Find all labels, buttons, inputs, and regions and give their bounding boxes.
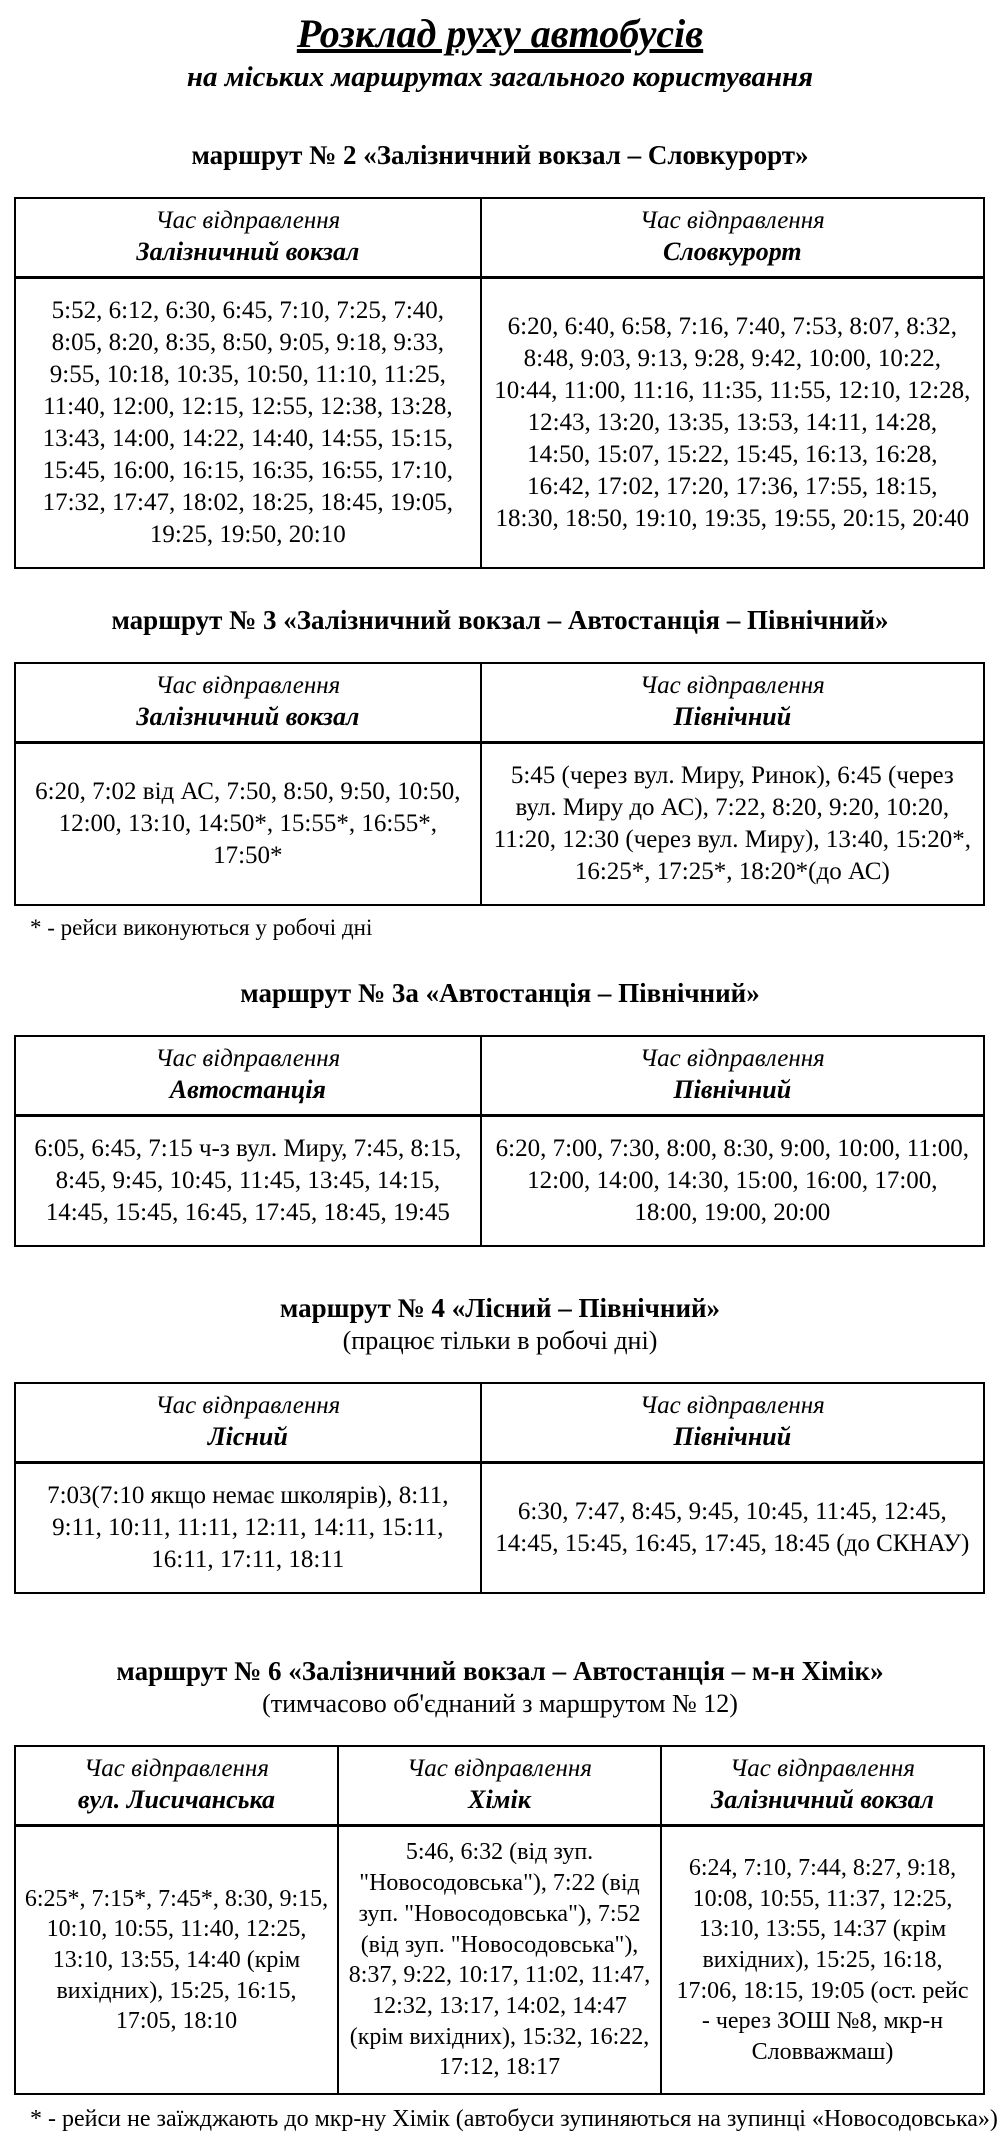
route-3-header-row bbox=[15, 663, 984, 743]
route-3-heading: маршрут № 3 «Залізничний вокзал – Автостанція – Північний» bbox=[111, 605, 889, 636]
times-cell: 6:20, 7:02 від АС, 7:50, 8:50, 9:50, 10:50, 12:00, 13:10, 14:50*, 15:55*, 16:55*, 17:50* bbox=[15, 743, 481, 906]
route-6-subheading: (тимчасово об'єднаний з маршрутом № 12) bbox=[262, 1689, 738, 1719]
times-cell: 6:30, 7:47, 8:45, 9:45, 10:45, 11:45, 12:45, 14:45, 15:45, 16:45, 17:45, 18:45 (до СКНАУ) bbox=[481, 1463, 984, 1594]
route-2-times-row bbox=[15, 278, 984, 569]
times-cell: 6:25*, 7:15*, 7:45*, 8:30, 9:15, 10:10, 10:55, 11:40, 12:25, 13:10, 13:55, 14:40 (крім вихідних), 15:25, 16:15, 17:05, 18:10 bbox=[15, 1826, 338, 2094]
page-subtitle: на міських маршрутах загального користування bbox=[186, 61, 814, 93]
departure-label: Час відправлення bbox=[155, 1392, 341, 1420]
departure-label: Час відправлення bbox=[639, 1392, 825, 1420]
times-cell: 6:20, 6:40, 6:58, 7:16, 7:40, 7:53, 8:07, 8:32, 8:48, 9:03, 9:13, 9:28, 9:42, 10:00, 10:22, 10:44, 11:00, 11:16, 11:35, 11:55, 12:10, 12:28, 12:43, 13:20, 13:35, 13:53, 14:11, 14:28, 14:50, 15:07, 15:22, 15:45, 16:13, 16:28, 16:42, 17:02, 17:20, 17:36, 17:55, 18:15, 18:30, 18:50, 19:10, 19:35, 19:55, 20:15, 20:40 bbox=[481, 278, 984, 569]
route-3-table bbox=[14, 662, 985, 906]
route-4-heading: маршрут № 4 «Лісний – Північний» bbox=[279, 1293, 721, 1324]
route-6-table bbox=[14, 1745, 985, 2095]
route-4-header-row bbox=[15, 1383, 984, 1463]
stop-name: Автостанція bbox=[169, 1075, 326, 1104]
times-cell: 5:52, 6:12, 6:30, 6:45, 7:10, 7:25, 7:40, 8:05, 8:20, 8:35, 8:50, 9:05, 9:18, 9:33, 9:55, 10:18, 10:35, 10:50, 11:10, 11:25, 11:40, 12:00, 12:15, 12:55, 12:38, 13:28, 13:43, 14:00, 14:22, 14:40, 14:55, 15:15, 15:45, 16:00, 16:15, 16:35, 16:55, 17:10, 17:32, 17:47, 18:02, 18:25, 18:45, 19:05, 19:25, 19:50, 20:10 bbox=[15, 278, 481, 569]
route-6-heading: маршрут № 6 «Залізничний вокзал – Автостанція – м-н Хімік» bbox=[116, 1656, 884, 1687]
stop-name: Залізничний вокзал bbox=[136, 702, 360, 732]
departure-label: Час відправлення bbox=[639, 1045, 825, 1072]
page-title: Розклад руху автобусів bbox=[296, 11, 704, 56]
route-2-header-col1 bbox=[15, 198, 481, 278]
stop-name: Лісний bbox=[207, 1422, 288, 1452]
times-cell: 6:05, 6:45, 7:15 ч-з вул. Миру, 7:45, 8:15, 8:45, 9:45, 10:45, 11:45, 13:45, 14:15, 14:45, 15:45, 16:45, 17:45, 18:45, 19:45 bbox=[15, 1116, 481, 1247]
departure-label: Час відправлення bbox=[639, 206, 825, 234]
stop-name: Північний bbox=[673, 1422, 792, 1452]
route-2-heading: маршрут № 2 «Залізничний вокзал – Словкурорт» bbox=[191, 139, 809, 170]
route-3-times-row bbox=[15, 743, 984, 906]
stop-name: Залізничний вокзал bbox=[711, 1785, 934, 1815]
stop-name: Словкурорт bbox=[663, 236, 802, 266]
route-3a-heading: маршрут № 3а «Автостанція – Північний» bbox=[240, 977, 760, 1008]
departure-label: Час відправлення bbox=[407, 1755, 592, 1783]
times-cell: 7:03(7:10 якщо немає школярів), 8:11, 9:11, 10:11, 11:11, 12:11, 14:11, 15:11, 16:11, 17:11, 18:11 bbox=[15, 1463, 481, 1594]
route-6-header-col2 bbox=[338, 1746, 661, 1826]
stop-name: вул. Лисичанська bbox=[77, 1785, 276, 1815]
times-cell: 6:24, 7:10, 7:44, 8:27, 9:18, 10:08, 10:55, 11:37, 12:25, 13:10, 13:55, 14:37 (крім вихідних), 15:25, 16:18, 17:06, 18:15, 19:05 (ост. рейс - через ЗОШ №8, мкр-н Словважмаш) bbox=[661, 1826, 984, 2094]
times-cell: 6:20, 7:00, 7:30, 8:00, 8:30, 9:00, 10:00, 11:00, 12:00, 14:00, 14:30, 15:00, 16:00, 17:00, 18:00, 19:00, 20:00 bbox=[481, 1116, 984, 1247]
stop-name: Залізничний вокзал bbox=[136, 236, 360, 266]
route-4-subheading: (працює тільки в робочі дні) bbox=[342, 1326, 658, 1356]
stop-name: Північний bbox=[673, 1075, 792, 1104]
times-cell: 5:46, 6:32 (від зуп. "Новосодовська"), 7:22 (від зуп. "Новосодовська"), 7:52 (від зуп. "Новосодовська"), 8:37, 9:22, 10:17, 11:02, 11:47, 12:32, 13:17, 14:02, 14:47 (крім вихідних), 15:32, 16:22, 17:12, 18:17 bbox=[338, 1826, 661, 2094]
route-3a-times-row bbox=[15, 1116, 984, 1247]
route-4-table bbox=[14, 1382, 985, 1594]
stop-name: Хімік bbox=[468, 1785, 531, 1815]
route-6-header-col1 bbox=[15, 1746, 338, 1826]
departure-label: Час відправлення bbox=[155, 1045, 341, 1072]
route-3-footnote: * - рейси виконуються у робочі дні bbox=[30, 915, 373, 941]
stop-name: Північний bbox=[673, 702, 792, 732]
route-2-table bbox=[14, 197, 985, 569]
route-6-header-col3 bbox=[661, 1746, 984, 1826]
departure-label: Час відправлення bbox=[155, 672, 341, 700]
route-3-header-col1 bbox=[15, 663, 481, 743]
departure-label: Час відправлення bbox=[639, 672, 825, 700]
departure-label: Час відправлення bbox=[730, 1755, 915, 1783]
route-3-header-col2 bbox=[481, 663, 984, 743]
times-cell: 5:45 (через вул. Миру, Ринок), 6:45 (через вул. Миру до АС), 7:22, 8:20, 9:20, 10:20, 11:20, 12:30 (через вул. Миру), 13:40, 15:20*, 16:25*, 17:25*, 18:20*(до АС) bbox=[481, 743, 984, 906]
departure-label: Час відправлення bbox=[84, 1755, 269, 1783]
route-6-header-row bbox=[15, 1746, 984, 1826]
route-4-times-row bbox=[15, 1463, 984, 1594]
route-3a-header-col2 bbox=[481, 1036, 984, 1116]
final-footnote: * - рейси не заїжджають до мкр-ну Хімік (автобуси зупиняються на зупинці «Новосодовська») bbox=[30, 2106, 998, 2133]
departure-label: Час відправлення bbox=[155, 206, 341, 234]
route-4-header-col2 bbox=[481, 1383, 984, 1463]
route-6-times-row bbox=[15, 1826, 984, 2094]
route-4-header-col1 bbox=[15, 1383, 481, 1463]
route-3a-header-col1 bbox=[15, 1036, 481, 1116]
route-3a-table bbox=[14, 1035, 985, 1247]
route-2-header-col2 bbox=[481, 198, 984, 278]
route-2-header-row bbox=[15, 198, 984, 278]
route-3a-header-row bbox=[15, 1036, 984, 1116]
